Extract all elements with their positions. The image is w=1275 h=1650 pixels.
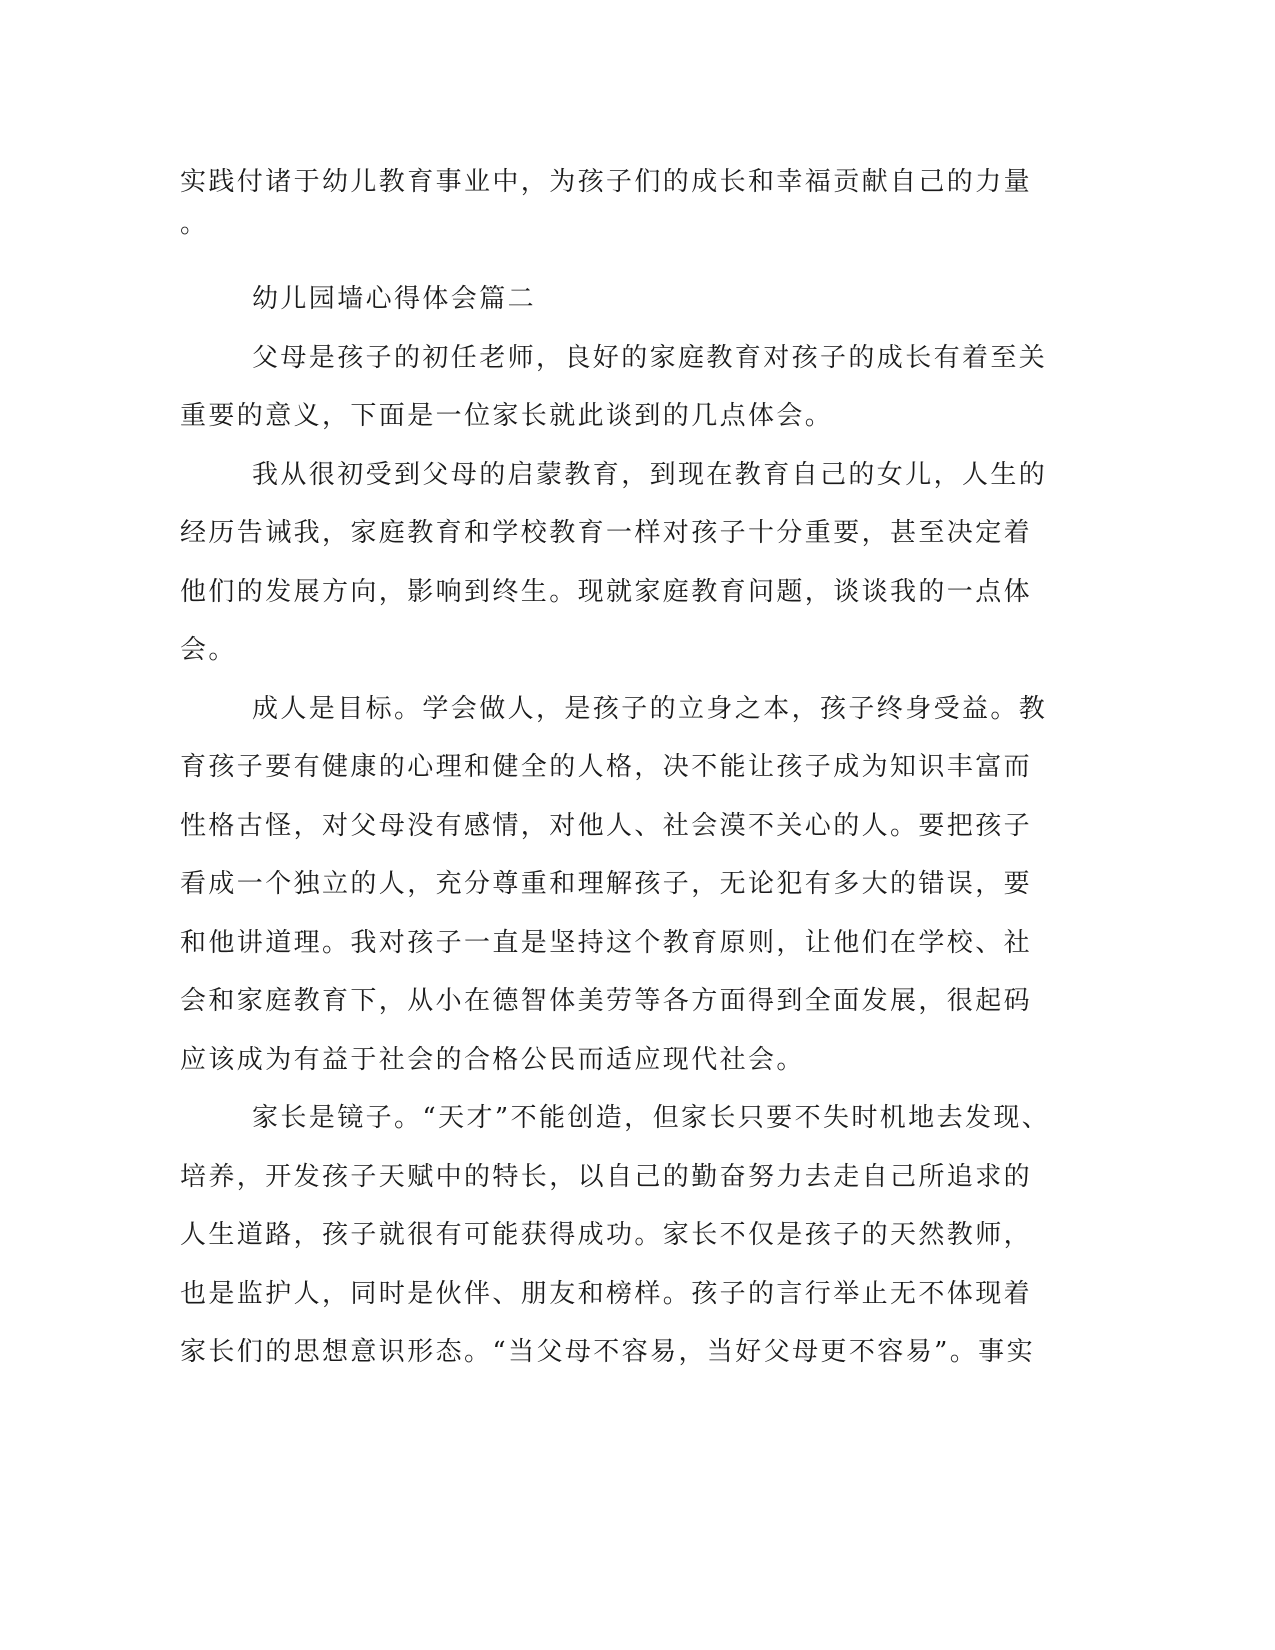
text-line: 重要的意义，下面是一位家长就此谈到的几点体会。: [180, 401, 834, 431]
text-line: 会和家庭教育下，从小在德智体美劳等各方面得到全面发展，很起码: [180, 986, 1033, 1016]
text-line: 成人是目标。学会做人，是孩子的立身之本，孩子终身受益。教: [252, 694, 1048, 724]
text-line: 家长们的思想意识形态。“当父母不容易，当好父母更不容易”。事实: [180, 1337, 1035, 1367]
text-line: 父母是孩子的初任老师，良好的家庭教育对孩子的成长有着至关: [252, 343, 1048, 373]
text-line: 看成一个独立的人，充分尊重和理解孩子，无论犯有多大的错误，要: [180, 869, 1033, 899]
text-line: 也是监护人，同时是伙伴、朋友和榜样。孩子的言行举止无不体现着: [180, 1279, 1033, 1309]
text-line: 家长是镜子。“天才”不能创造，但家长只要不失时机地去发现、: [252, 1103, 1051, 1133]
text-line: 育孩子要有健康的心理和健全的人格，决不能让孩子成为知识丰富而: [180, 752, 1033, 782]
text-line: 会。: [180, 635, 237, 665]
text-line: 我从很初受到父母的启蒙教育，到现在教育自己的女儿，人生的: [252, 460, 1048, 490]
text-line: 人生道路，孩子就很有可能获得成功。家长不仅是孩子的天然教师，: [180, 1220, 1033, 1250]
text-line: 实践付诸于幼儿教育事业中，为孩子们的成长和幸福贡献自己的力量: [180, 167, 1033, 197]
text-line: 。: [180, 209, 209, 239]
text-line: 经历告诫我，家庭教育和学校教育一样对孩子十分重要，甚至决定着: [180, 518, 1033, 548]
text-line: 培养，开发孩子天赋中的特长，以自己的勤奋努力去走自己所追求的: [180, 1162, 1033, 1192]
text-line: 他们的发展方向，影响到终生。现就家庭教育问题，谈谈我的一点体: [180, 577, 1033, 607]
text-line: 应该成为有益于社会的合格公民而适应现代社会。: [180, 1045, 805, 1075]
text-line: 和他讲道理。我对孩子一直是坚持这个教育原则，让他们在学校、社: [180, 928, 1033, 958]
section-heading: 幼儿园墙心得体会篇二: [252, 284, 537, 314]
text-line: 性格古怪，对父母没有感情，对他人、社会漠不关心的人。要把孩子: [180, 811, 1033, 841]
